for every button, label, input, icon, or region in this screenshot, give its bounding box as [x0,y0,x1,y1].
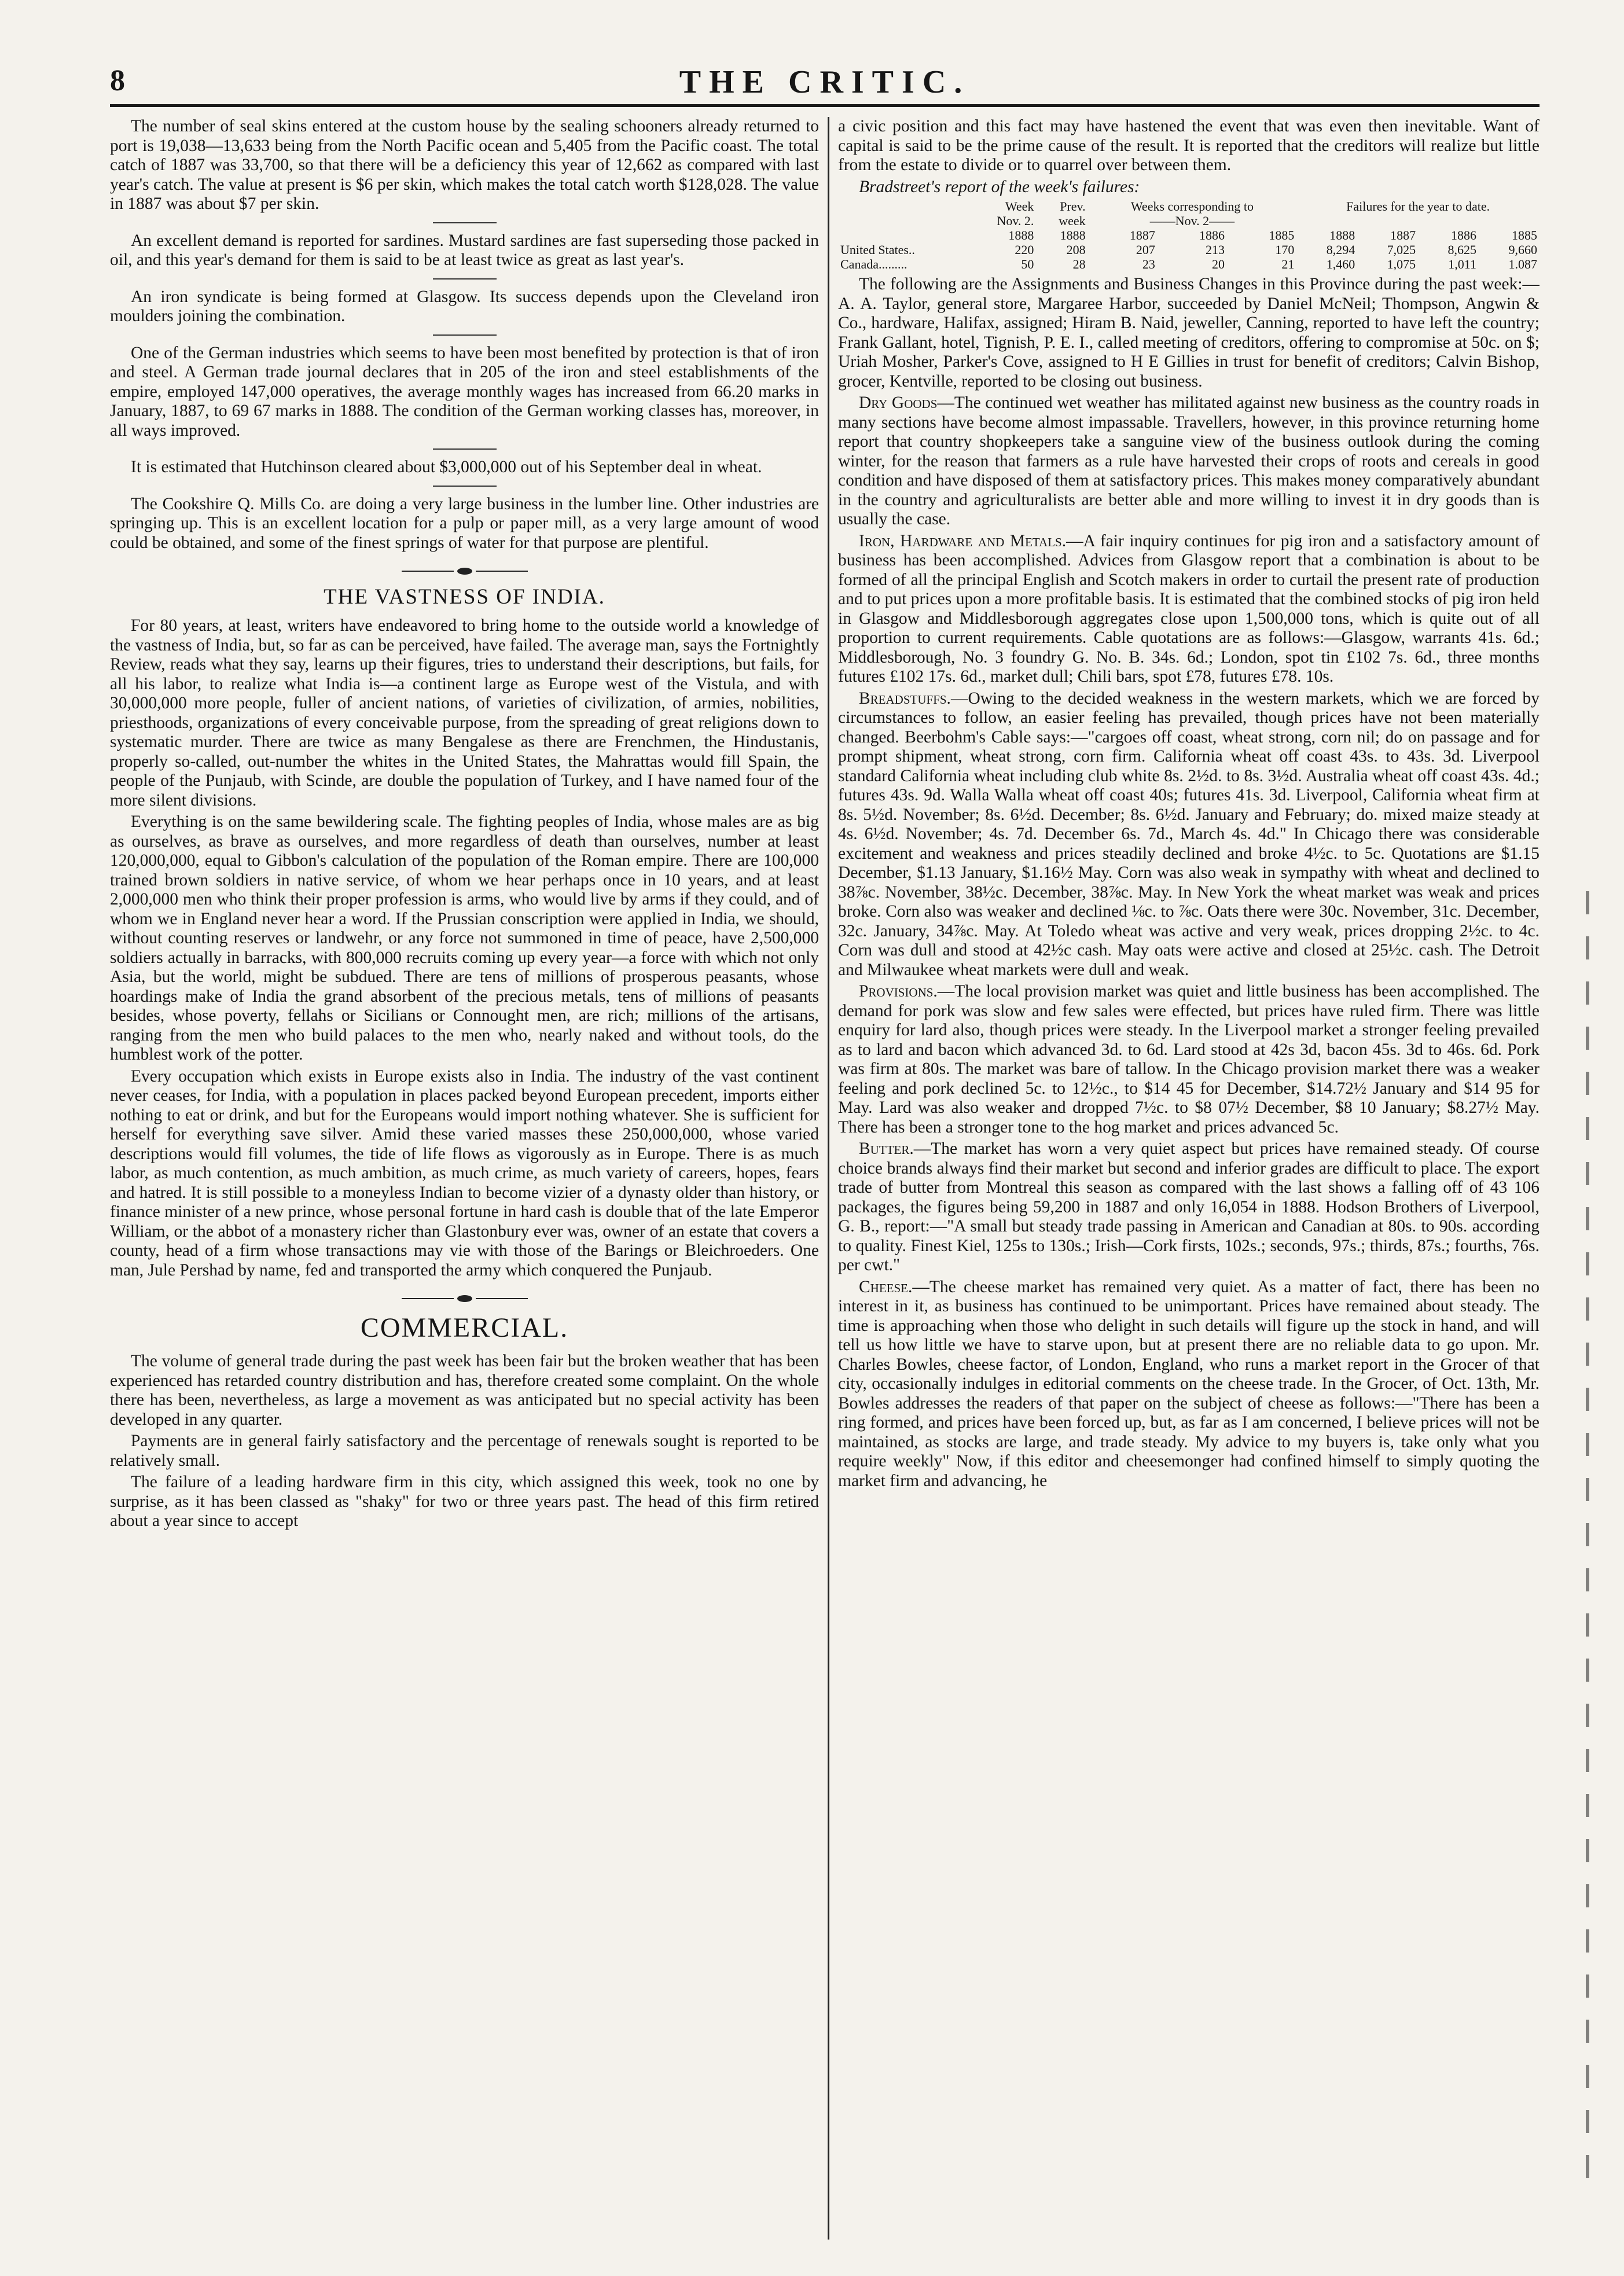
commercial-paragraph: The failure of a leading hardware firm in this city, which assigned this week, took no one by surprise, as it has been classed as "shaky" for two or three years past. The head of this firm retired about a year since to accept [110,1473,819,1530]
article-cookshire-mills: The Cookshire Q. Mills Co. are doing a very large business in the lumber line. Other industries are springing up. This is an excellent location for a pulp or paper mill, as a very large amount of wood could be obtained, and some of the finest springs of water for that purpose are plentiful. [110,494,819,552]
table-row: United States.. 220 208 207 213 170 8,294 7,025 8,625 9,660 [840,242,1537,257]
separator-rule [433,334,497,336]
bradstreet-intro: Bradstreet's report of the week's failures: [859,177,1140,196]
assignments-paragraph: The following are the Assignments and Business Changes in this Province during the past week:—A. A. Taylor, general store, Margaree Harbor, succeeded by Daniel McNeil; Thompson, Angwin & Co., hardware, Halifax, assigned; Hiram B. Naid, jeweller, Canning, reported to have left the country; Frank Gallant, hotel, Tignish, P. E. I., called meeting of creditors, offering to compromise at 50c. on $; Uriah Mosher, Parker's Cove, assigned to H E Gillies in trust for benefit of creditors; Calvin Bishop, grocer, Kentville, reported to be closing out business. [838,275,1540,391]
adjacent-page-edge [1579,891,1602,2222]
table-header-row: 1888 1888 1887 1886 1885 1888 1887 1886 1885 [1008,228,1537,242]
page-number: 8 [110,64,125,97]
provisions-paragraph: Provisions.—The local provision market was quiet and little business has been accomplished. The demand for pork was slow and few sales were effected, but prices have ruled firm. There was little enquiry for lard also, though prices were steady. In the Liverpool market a stronger feeling prevailed as to lard and bacon which advanced 3d. to 6d. Lard stood at 42s 3d, bacon 45s. 3d to 46s. 6d. Pork was firm at 80s. The market was bare of tallow. In the Chicago provision market there was a weaker feeling and pork declined 5c. to 12½c., to $14 45 for December, $14.72½ January and $14 95 for May. Lard was also weaker and dropped 7½c. to $8 07½ December, $8 10 January; $8.27½ May. There has been a stronger tone to the hog market and prices advanced 5c. [838,982,1540,1137]
breadstuffs-paragraph: Breadstuffs.—Owing to the decided weakness in the western markets, which we are forced by circumstances to follow, an easier feeling has prevailed, though prices have not been materially changed. Beerbohm's Cable says:—"cargoes off coast, wheat strong, corn nil; do on passage and for prompt shipment, wheat strong, corn firm. California wheat off coast 43s. to 43s. 3d. Liverpool standard California wheat including club white 8s. 2½d. to 8s. 3½d. Australia wheat off coast 43s. 4d.; futures 43s. 9d. Walla Walla wheat off coast 40s; futures 41s. 3d. Liverpool, California wheat firm at 8s. 5½d. November; 8s. 6½d. December; 8s. 6½d. January and February; do. mixed maize steady at 4s. 6½d. November; 4s. 7d. December 6s. 7d., March 4s. 4d." In Chicago there was considerable excitement and weakness and prices steadily declined and broke 4½c. to 5c. Quotations are $1.15 December, $1.13 January, $1.16½ May. Corn was also weak in sympathy with wheat and declined to 38⅞c. November, 38½c. December, 38⅞c. May. In New York the wheat market was weak and prices broke. Corn also was weaker and declined ⅛c. to ⅞c. Oats there were 30c. November, 31c. December, 32c. January, 34⅞c. May. At Toledo wheat was active and very weak, prices dropping 2½c. to 4c. Corn was dull and stood at 42½c cash. May oats were active and closed at 25½c. cash. The Detroit and Milwaukee wheat markets were dull and weak. [838,689,1540,979]
right-column [838,117,1540,2240]
commercial-continued: a civic position and this fact may have hastened the event that was even then inevitable. Want of capital is said to be the prime cause of the result. It is reported that the creditors will realize but little from the estate to divide or to quarrel over between them. [838,117,1540,174]
newspaper-title: THE CRITIC. [679,64,971,100]
separator-rule [433,278,497,280]
masthead [110,64,1540,107]
columns [110,117,1540,2240]
separator-rule [433,486,497,487]
cheese-paragraph: Cheese.—The cheese market has remained very quiet. As a matter of fact, there has been no interest in it, as business has continued to be unimportant. Prices have remained about steady. The time is approaching when those who delight in such details will figure up the stock in hand, and will tell us how little we have to starve upon, but at present there are no reliable data to go upon. Mr. Charles Bowles, cheese factor, of London, England, who runs a market report in the Grocer of that city, occasionally indulges in editorial comments on the cheese trade. In the Grocer, of Oct. 13th, Mr. Bowles addresses the readers of that paper on the subject of cheese as follows:—"There has been a ring formed, and prices have been forced up, but, as far as I am concerned, I believe prices will not be maintained, as stocks are large, and trade steady. My advice to my buyers is, take only what you require weekly" Now, if this editor and cheesemonger had confined himself to simply quoting the market firm and advancing, he [838,1277,1540,1490]
india-paragraph: For 80 years, at least, writers have endeavored to bring home to the outside world a knowledge of the vastness of India, but, so far as can be perceived, have failed. The average man, says the Fortnightly Review, reads what they say, learns up their figures, tries to understand their descriptions, but fails, for all his labor, to realize what India is—a continent large as Europe west of the Vistula, and with 30,000,000 more people, fuller of ancient nations, of varieties of civilization, of armies, nobilities, priesthoods, organizations of every conceivable purpose, from the spreading of great religions down to systematic murder. There are twice as many Bengalese as there are Frenchmen, the Hindustanis, properly so-called, out-number the whites in the United States, the Mahrattas would fill Spain, the people of the Punjaub, with Scinde, are double the population of Turkey, and I have named four of the more silent divisions. [110,616,819,810]
section-heading-commercial: COMMERCIAL. [360,1312,569,1343]
section-ornament [110,563,819,579]
iron-hardware-paragraph: Iron, Hardware and Metals.—A fair inquiry continues for pig iron and a satisfactory amount of business has been accomplished. Advices from Glasgow report that a combination is about to be formed of all the principal English and Scotch makers in order to curtail the present rate of production and to put prices upon a more profitable basis. It is estimated that the combined stocks of pig iron held in Glasgow and Middlesborough aggregates close upon 1,500,000 tons, which is quite out of all proportion to current requirements. Cable quotations are as follows:—Glasgow, warrants 41s. 6d.; Middlesborough, No. 3 foundry G. No. B. 34s. 6d.; London, spot tin £102 7s. 6d., three months futures £102 17s. 6d., market dull; Chili bars, spot £78, futures £78. 10s. [838,531,1540,686]
newspaper-page [110,64,1540,2240]
section-heading-india: THE VASTNESS OF INDIA. [324,585,605,609]
commercial-paragraph: Payments are in general fairly satisfactory and the percentage of renewals sought is reported to be relatively small. [110,1432,819,1470]
table-header-row: Nov. 2. week ——Nov. 2—— [997,214,1235,228]
article-german-industries: One of the German industries which seems to have been most benefited by protection is that of iron and steel. A German trade journal declares that in 205 of the iron and steel establishments of the empire, employed 147,000 operatives, the average monthly wages has increased from 66.20 marks in January, 1887, to 69 67 marks in 1888. The condition of the German working classes has, moreover, in all ways improved. [110,343,819,440]
dry-goods-paragraph: Dry Goods—The continued wet weather has militated against new business as the country roads in many sections have become almost impassable. Travellers, however, in this province returning home report that country shopkeepers take a sanguine view of the business outlook during the coming winter, for the reason that farmers as a rule have harvested their crops of roots and cereals in good condition and have disposed of them at satisfactory prices. This makes money comparatively abundant in the country and agriculturalists are better able and more willing to invest it in dry goods than is usually the case. [838,394,1540,528]
failures-table [838,199,1540,271]
commercial-paragraph: The volume of general trade during the past week has been fair but the broken weather that has been experienced has retarded country distribution and has, therefore created some complaint. On the whole there has been, nevertheless, as large a movement as was anticipated but no special activity has been developed in any quarter. [110,1352,819,1429]
section-ornament [110,1290,819,1306]
separator-rule [433,222,497,223]
article-sardines: An excellent demand is reported for sardines. Mustard sardines are fast superseding those packed in oil, and this year's demand for them is said to be at least twice as great as last year's. [110,231,819,269]
column-rule [828,117,829,2240]
separator-rule [433,448,497,450]
article-seal-skins: The number of seal skins entered at the custom house by the sealing schooners already returned to port is 19,038—13,633 being from the North Pacific ocean and 5,405 from the Pacific coast. The total catch of 1887 was 33,700, so that there will be a deficiency this year of 12,662 as compared with last year's catch. The value at present is $6 per skin, which makes the total catch worth $128,028. The value in 1887 was about $7 per skin. [110,117,819,213]
butter-paragraph: Butter.—The market has worn a very quiet aspect but prices have remained steady. Of course choice brands always find their market but second and inferior grades are difficult to place. The export trade of butter from Montreal this season as compared with the last shows a falling off of 43 106 packages, the figures being 59,200 in 1887 and only 16,054 in 1888. Hodson Brothers of Liverpool, G. B., report:—"A small but steady trade passing in American and Canadian at 80s. to 90s. according to quality. Finest Kiel, 125s to 130s.; Irish—Cork firsts, 102s.; seconds, 97s.; thirds, 87s.; fourths, 76s. per cwt." [838,1139,1540,1274]
table-header-row: Week Prev. Weeks corresponding to Failures for the year to date. [1005,199,1490,214]
left-column [110,117,819,2240]
article-iron-syndicate: An iron syndicate is being formed at Glasgow. Its success depends upon the Cleveland iron moulders joining the combination. [110,287,819,325]
india-paragraph: Every occupation which exists in Europe exists also in India. The industry of the vast continent never ceases, for India, with a population in places packed beyond European precedent, imports either nothing to eat or drink, and but for the Europeans would import nothing whatever. She is sufficient for herself for everything save silver. Amid these varied masses these 250,000,000, whose varied descriptions would fill volumes, the tide of life flows as vigorously as in Europe. There is as much labor, as much contention, as much ambition, as much crime, as much variety of careers, hopes, fears and hatred. It is still possible to a moneyless Indian to become vizier of a dynasty older than history, or finance minister of a new prince, whose personal fortune in hard cash is double that of the late Emperor William, or the abbot of a monastery richer than Glastonbury ever was, owner of an estate that covers a county, head of a firm whose transactions may vie with those of the Barings or Bleichroeders. One man, Jule Pershad by name, fed and transported the army which conquered the Punjaub. [110,1067,819,1279]
table-row: Canada......... 50 28 23 20 21 1,460 1,075 1,011 1.087 [840,257,1537,271]
india-paragraph: Everything is on the same bewildering scale. The fighting peoples of India, whose males are as big as ourselves, as brave as ourselves, and more regardless of death than ourselves, number at least 120,000,000, equal to Gibbon's calculation of the population of the Roman empire. There are 100,000 trained brown soldiers in native service, of whom we hear perhaps once in 10 years, and at least 2,000,000 men who think their proper profession is arms, who would live by arms if they could, and of whom we in England never hear a word. If the Prussian conscription were applied in India, we should, without counting reserves or landwehr, or any force not summoned in time of peace, have 2,500,000 soldiers actually in barracks, with 800,000 recruits coming up every year—a force with which not only Asia, but the world, might be subdued. There are tens of millions of prosperous peasants, whose hoardings make of India the grand absorbent of the precious metals, tens of millions of peasants besides, whose poverty, fellahs or Sicilians or Connought men, are rich; millions of the artisans, ranging from the men who build palaces to the men who, nearly naked and without tools, do the humblest work of the potter. [110,812,819,1064]
article-hutchinson-wheat: It is estimated that Hutchinson cleared about $3,000,000 out of his September deal in wheat. [131,458,762,476]
